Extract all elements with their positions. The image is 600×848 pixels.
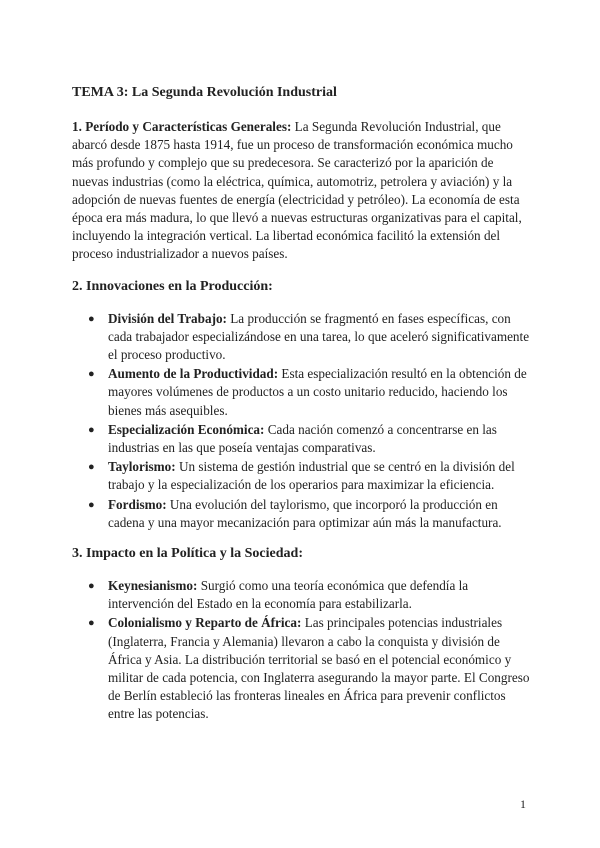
- section-1-heading: 1. Período y Características Generales:: [72, 119, 292, 134]
- list-item-text: Las principales potencias industriales (Inglaterra, Francia y Alemania) llevaron a cabo la conquista y división de África y Asia. La distribución territorial se basó en el potencial económico y militar de cada potencia, con Inglaterra asegurando la mayor parte. El Congreso de Berlín estableció las fronteras lineales en África para prevenir conflictos entre las potencias.: [108, 615, 530, 722]
- list-item-term: Aumento de la Productividad:: [108, 366, 279, 382]
- page-number: 1: [520, 797, 526, 811]
- bullet-icon: ●: [88, 461, 95, 474]
- list-item-term: Keynesianismo:: [108, 578, 198, 594]
- list-item-text: Surgió como una teoría económica que defendía la intervención del Estado en la economía para estabilizarla.: [108, 578, 469, 612]
- list-item-taylorismo: [72, 458, 530, 494]
- bullet-icon: ●: [88, 312, 95, 325]
- section-2-heading: 2. Innovaciones en la Producción:: [72, 278, 273, 294]
- list-item-term: Colonialismo y Reparto de África:: [108, 615, 302, 631]
- list-item-term: Taylorismo:: [108, 459, 176, 475]
- bullet-icon: ●: [88, 617, 95, 630]
- list-item-fordismo: [72, 496, 530, 532]
- list-item-text: Un sistema de gestión industrial que se centró en la división del trabajo y la especialización de los operarios para maximizar la eficiencia.: [108, 459, 515, 493]
- list-item-term: Especialización Económica:: [108, 421, 265, 437]
- document-title: TEMA 3: La Segunda Revolución Industrial: [72, 85, 337, 100]
- bullet-icon: ●: [88, 498, 95, 511]
- section-2-list: [72, 310, 530, 532]
- list-item-text: Cada nación comenzó a concentrarse en las industrias en las que poseía ventajas comparativas.: [108, 421, 497, 456]
- section-3-list: [72, 577, 530, 724]
- bullet-icon: ●: [88, 368, 95, 381]
- list-item-colonialismo: [72, 614, 530, 723]
- bullet-icon: ●: [88, 580, 95, 593]
- bullet-icon: ●: [88, 423, 95, 436]
- list-item-text: La producción se fragmentó en fases específicas, con cada trabajador especializándose en una tarea, lo que aceleró significativamente el proceso productivo.: [108, 310, 530, 363]
- list-item-especializacion-economica: [72, 421, 530, 457]
- list-item-text: Esta especialización resultó en la obtención de mayores volúmenes de productos a un costo unitario reducido, haciendo los bienes más asequibles.: [108, 366, 527, 418]
- document-content: [72, 84, 530, 724]
- list-item-aumento-productividad: [72, 365, 530, 420]
- section-1-paragraph: [72, 118, 530, 264]
- list-item-term: Fordismo:: [108, 496, 167, 512]
- section-1-text: La Segunda Revolución Industrial, que abarcó desde 1875 hasta 1914, fue un proceso de transformación económica mucho más profundo y complejo que su predecesora. Se caracterizó por la aparición de nuevas industrias (como la eléctrica, química, automotriz, petrolera y aviación) y la adopción de nuevas fuentes de energía (electricidad y petróleo). La economía de esta época era más madura, lo que llevó a nuevas estructuras organizativas para el capital, incluyendo la integración vertical. La libertad económica facilitó la extensión del proceso industrializador a nuevos países.: [72, 119, 522, 262]
- list-item-term: División del Trabajo:: [108, 310, 227, 326]
- section-3-heading: 3. Impacto en la Política y la Sociedad:: [72, 546, 303, 562]
- list-item-text: Una evolución del taylorismo, que incorporó la producción en cadena y una mayor mecanización para optimizar aún más la manufactura.: [108, 496, 502, 530]
- list-item-keynesianismo: [72, 577, 530, 613]
- list-item-division-del-trabajo: [72, 310, 530, 365]
